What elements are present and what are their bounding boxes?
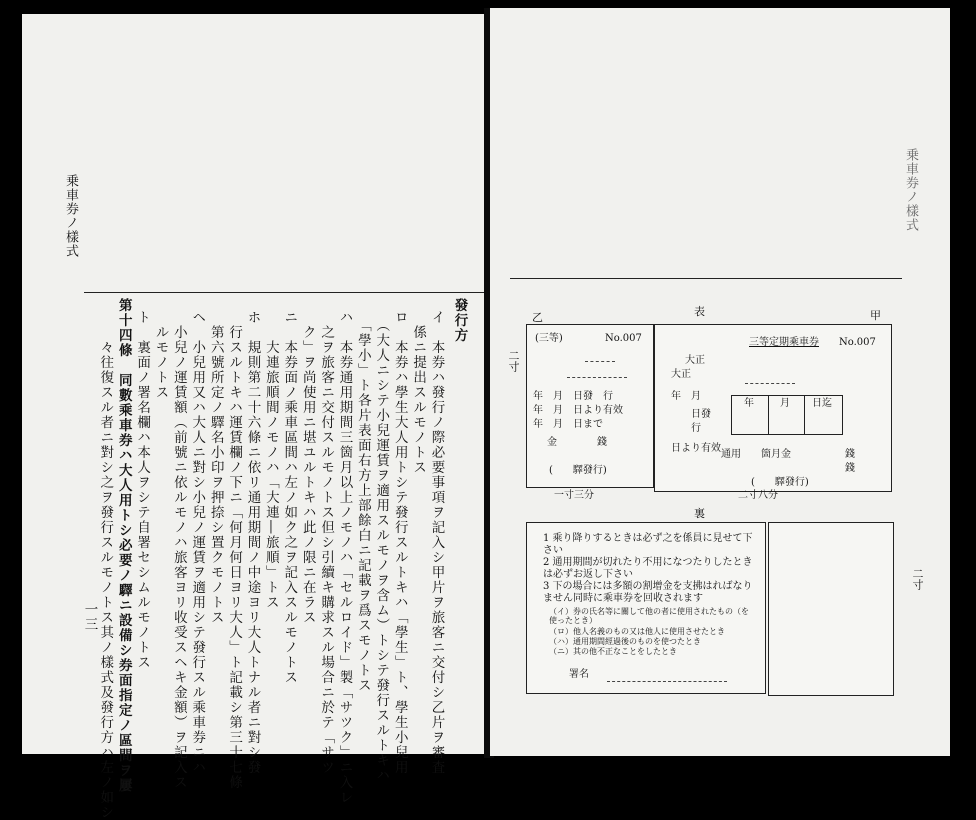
body-line: イ 本券ハ發行ノ際必要事項ヲ記入シ甲片ヲ旅客ニ交付シ乙片ヲ審査 [428,310,445,775]
ticket-stub [526,324,654,488]
ticket-back-stub [768,522,894,696]
ticket-era: 大正 [685,355,705,366]
body-line: 第十四條 同數乘車券ハ大人用トシ必要ノ驛ニ設備シ券面指定ノ區間ヲ屢 [115,298,132,793]
back-subnote: （ロ）他人名義のもの又は他人に使用させたとき [549,627,725,636]
ticket-number: No.007 [839,337,876,348]
stub-blank [567,377,627,378]
ticket-period: 通用 箇月金 [721,449,791,460]
validity-grid [731,395,843,435]
back-subnote: （ハ）通用期間經過後のものを使つたとき [549,637,701,646]
heading: 發行方 [451,298,468,343]
otsu-label: 乙 [532,311,543,324]
body-line: 之ヲ旅客ニ交付スルモノトス但シ引續キ購求スル場合ニ於テ「サツ [318,310,335,775]
grid-divider [804,396,805,434]
ticket-date: 月 [691,391,701,402]
height-label-left: 二寸 [507,350,520,372]
width-label: 二寸八分 [738,490,778,501]
stub-fare: 金 錢 [547,437,607,448]
stub-issue-row: 年 月 日より有效 [533,405,623,416]
body-line: 「學小」ト各片表面右方上部餘白ニ記載ヲ爲スモノトス [354,310,371,694]
stub-issued-by: ( 驛發行) [549,465,607,476]
back-note: 1 乘り降りするときは必ず之を係員に見せて下さい [543,533,753,556]
back-subnote: （イ）券の氏名等に關して他の者に使用されたもの（を使ったとき） [549,607,749,626]
divider-rule [510,278,902,279]
back-subnote: （ニ）其の他不正なことをしたとき [549,647,677,656]
body-line: 係ニ提出スルモノトス [410,310,427,475]
ticket-date: 日發 [691,409,711,420]
height-label-right: 二寸 [911,568,924,590]
ticket-issued-by: ( 驛發行) [751,477,809,488]
ticket-title: 三等定期乘車券 [749,337,819,348]
body-line: ヘ 小兒用又ハ大人ニ對シ小兒ノ運賃ヲ適用シテ發行スル乘車券ニハ [189,310,206,775]
page-number: 一三 [81,602,98,632]
stub-number: No.007 [605,333,642,344]
back-note: 3 下の場合には多額の割增金を支拂はればなりません同時に乘車券を回收されます [543,581,753,604]
body-line: （大人ニシテ小兒運賃ヲ適用スルモノヲ含ム）トシテ發行スルトキハ [373,310,390,784]
body-line: ク」ヲ尚使用ニ堪ユルトキハ此ノ限ニ在ラス [299,310,316,625]
right-page [490,8,950,756]
ticket-main [654,324,892,492]
ticket-date: 年 [671,391,681,402]
ticket-date: 日より有效 [671,443,721,454]
grid-day: 日迄 [812,398,832,409]
omote-label: 表 [694,305,705,318]
running-head: 乗車券ノ樣式 [903,148,918,232]
body-line: ニ 本券面ノ乘車區間ハ左ノ如ク之ヲ記入スルモノトス [281,310,298,685]
ura-label: 裏 [694,507,705,520]
ticket-era: 大正 [671,369,691,380]
ticket-sen: 錢 [845,463,855,474]
body-line: ハ 本券通用期間三箇月以上ノモノハ「セルロイド」製「サツク」ニ入レ [336,310,353,805]
width-label: 一寸三分 [554,490,594,501]
stub-issue-row: 年 月 日發 行 [533,391,613,402]
body-line: ロ 本券ハ學生大人用トシテ發行スルトキハ「學生」ト、學生小兒用 [391,310,408,775]
running-head: 乗車券ノ樣式 [63,174,78,258]
divider-rule [84,292,494,293]
grid-month: 月 [780,398,790,409]
body-line: ホ 規則第二十六條ニ依リ通用期間ノ中途ヨリ大人トナル者ニ對シ發 [244,310,261,775]
ticket-back [526,522,766,694]
stub-class: (三等) [535,333,563,344]
body-line: 々往復スル者ニ對シ之ヲ發行スルモノトス其ノ樣式及發行方ハ左ノ如シ [97,310,114,820]
body-line: 小兒ノ運賃額（前號ニ依ルモノハ旅客ヨリ收受スヘキ金額）ヲ記入ス [170,310,187,790]
body-line: 行スルトキハ運賃欄ノ下ニ「何月何日ヨリ大人」ト記載シ第三十七條 [226,310,243,790]
back-note: 2 通用期間が切れたり不用になつたりしたときは必ずお返し下さい [543,557,753,580]
body-line: ト 裏面ノ署名欄ハ本人ヲシテ自署セシムルモノトス [134,310,151,670]
body-line: 第六號所定ノ驛名小印ヲ押捺シ置クモノトス [207,310,224,625]
ticket-blank [745,383,795,384]
grid-divider [768,396,769,434]
ticket-sen: 錢 [845,449,855,460]
body-line: ルモノトス [152,310,169,400]
ko-label: 甲 [870,309,881,322]
stub-issue-row: 年 月 日まで [533,419,603,430]
stub-blank [585,361,615,362]
grid-year: 年 [744,398,754,409]
body-line: 大連旅順間ノモノハ「大連―旅順」トス [262,310,279,610]
left-page [22,14,494,820]
signature-line [607,681,727,682]
ticket-date: 行 [691,423,701,434]
signature-label: 署名 [569,669,589,680]
